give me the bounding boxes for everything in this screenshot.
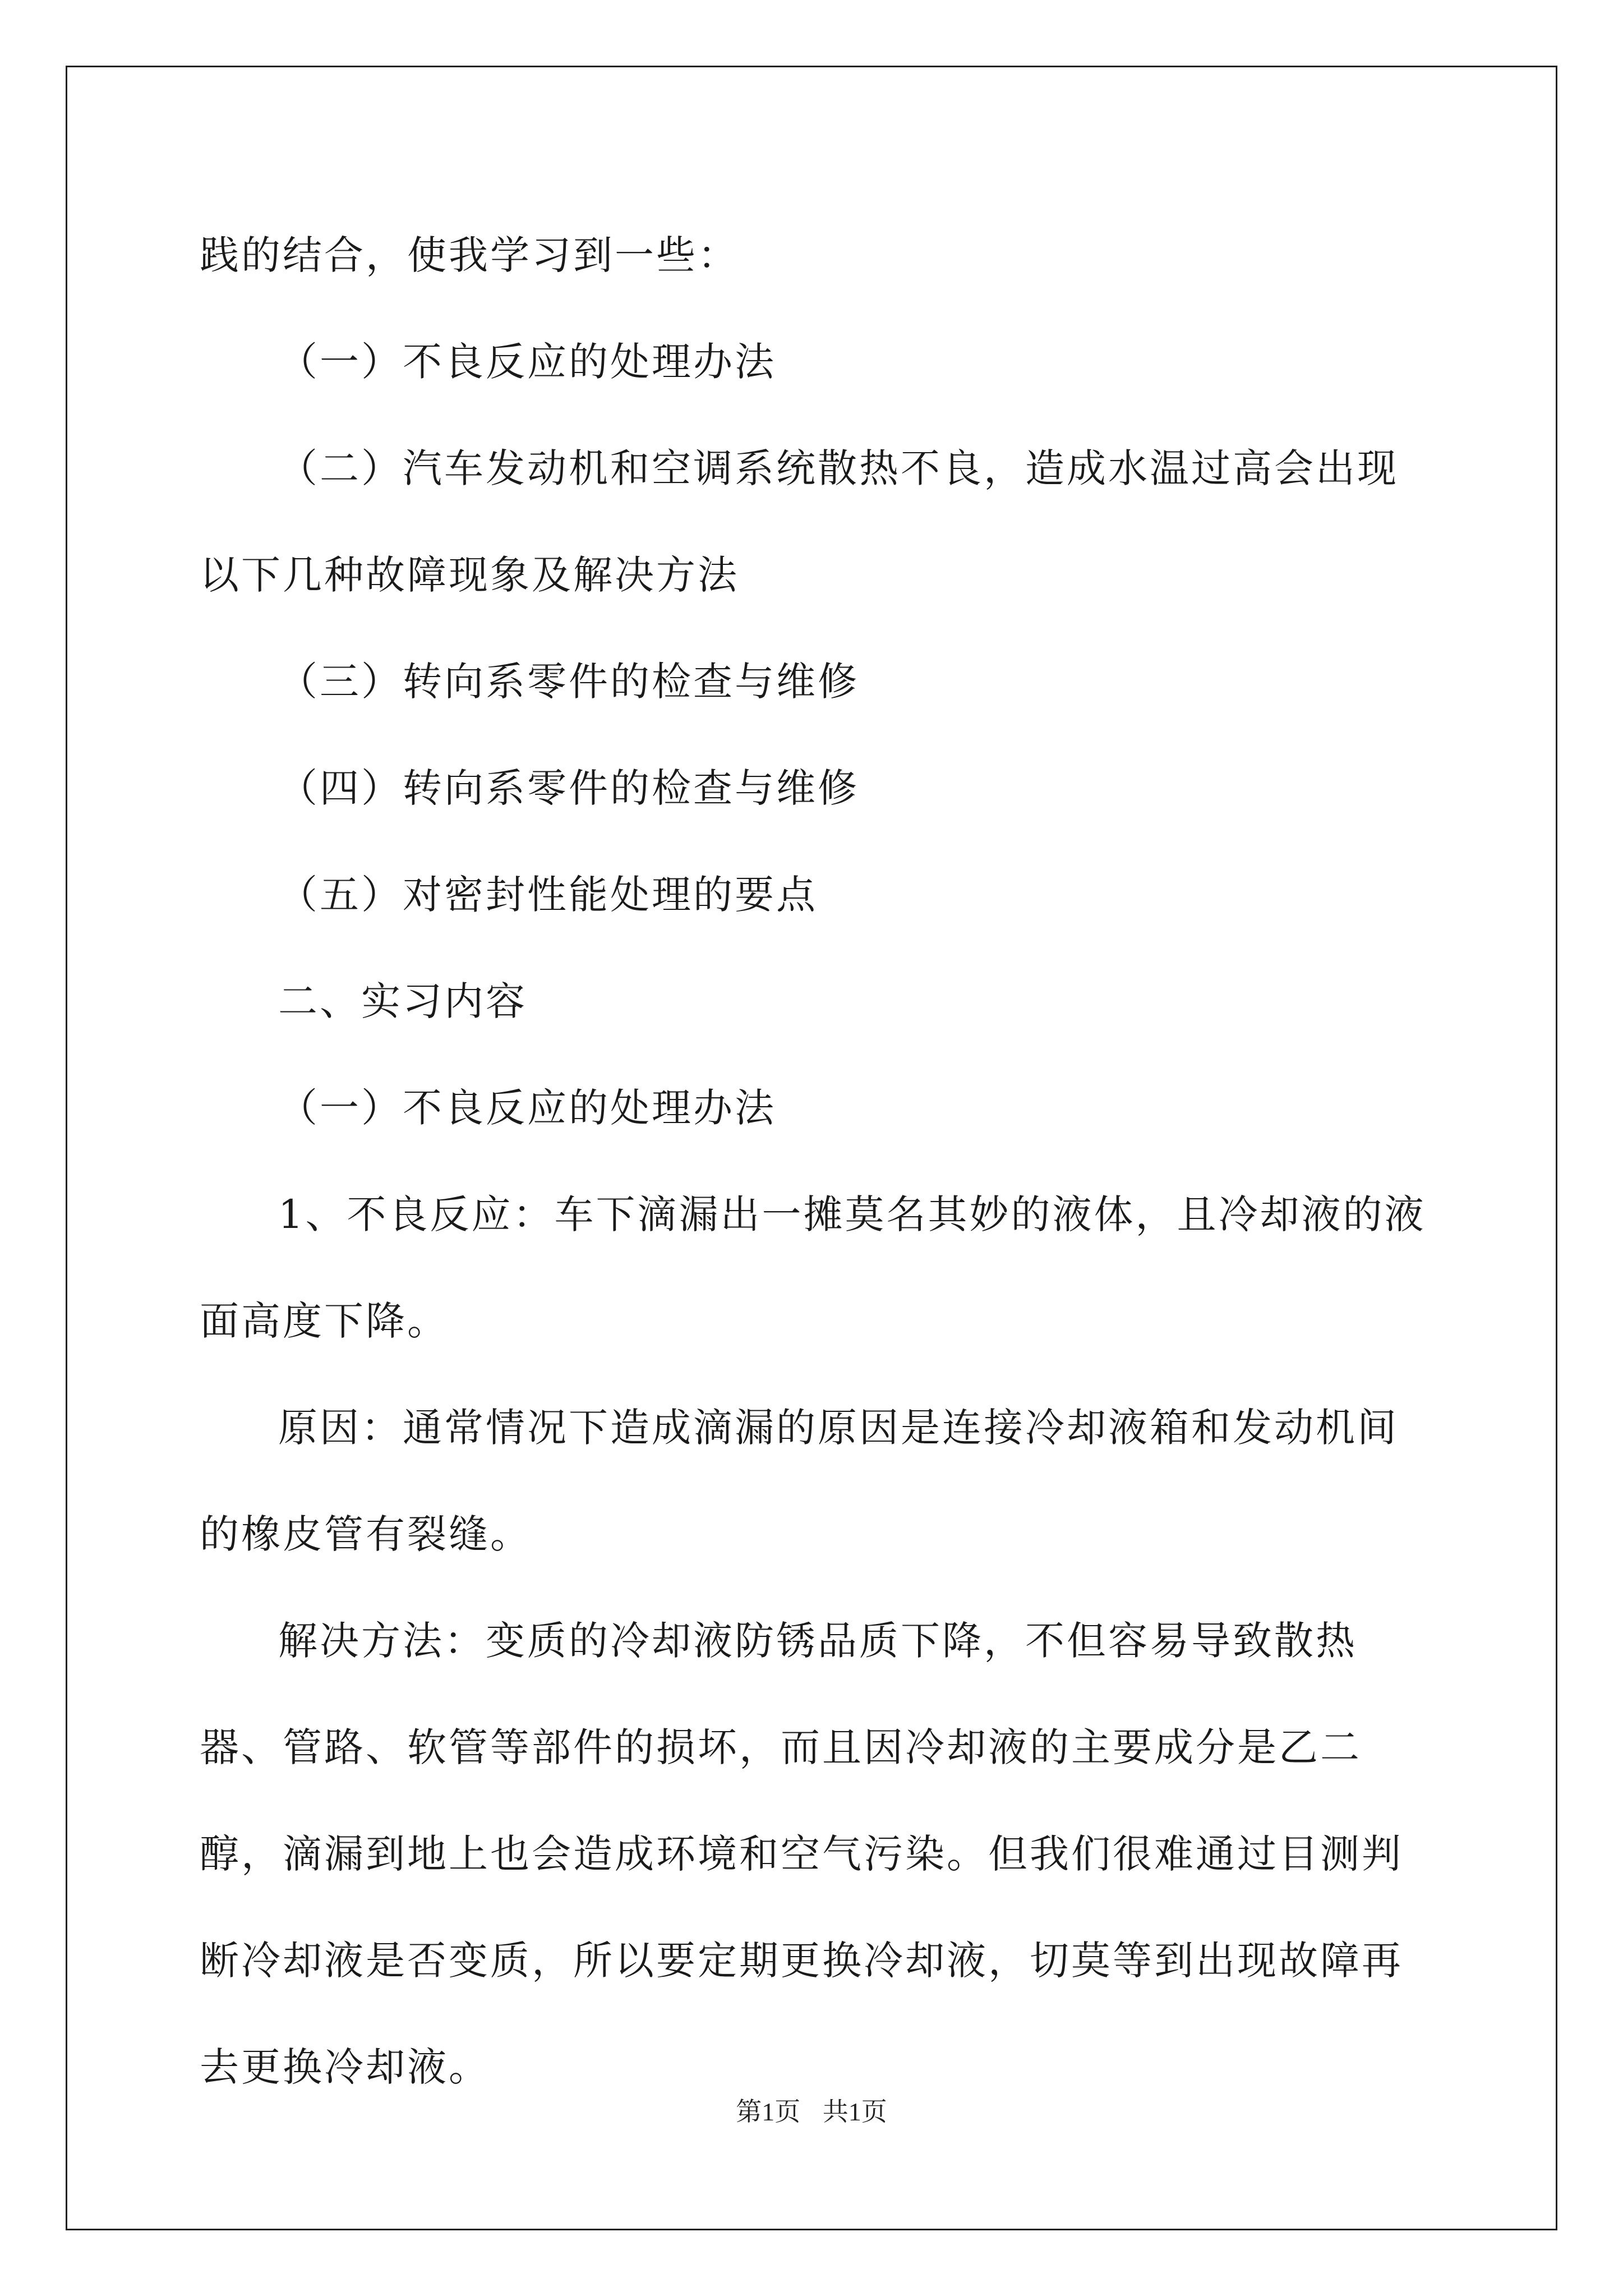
paragraph-8: （一）不良反应的处理办法 [278, 1085, 776, 1131]
paragraph-9: 1、不良反应：车下滴漏出一摊莫名其妙的液体，且冷却液的液面高度下降。 [200, 1191, 1426, 1344]
paragraph-4: （三）转向系零件的检查与维修 [278, 659, 859, 705]
paragraph-6: （五）对密封性能处理的要点 [278, 872, 818, 918]
page-number: 第1页 [736, 2097, 801, 2126]
section-heading: 二、实习内容 [278, 978, 527, 1024]
paragraph-1: 践的结合，使我学习到一些： [200, 232, 739, 278]
document-body [200, 202, 1433, 2120]
paragraph-5: （四）转向系零件的检查与维修 [278, 765, 859, 811]
paragraph-2: （一）不良反应的处理办法 [278, 339, 776, 385]
page-footer [0, 2091, 1623, 2128]
page-total: 共1页 [822, 2097, 887, 2126]
paragraph-10: 原因：通常情况下造成滴漏的原因是连接冷却液箱和发动机间的橡皮管有裂缝。 [200, 1405, 1399, 1557]
paragraph-3: （二）汽车发动机和空调系统散热不良，造成水温过高会出现以下几种故障现象及解决方法 [200, 445, 1399, 598]
paragraph-11: 解决方法：变质的冷却液防锈品质下降，不但容易导致散热器、管路、软管等部件的损坏，而且因冷却液的主要成分是乙二醇，滴漏到地上也会造成环境和空气污染。但我们很难通过目测判断冷却液是否变质，所以要定期更换冷却液，切莫等到出现故障再去更换冷却液。 [200, 1618, 1403, 2090]
